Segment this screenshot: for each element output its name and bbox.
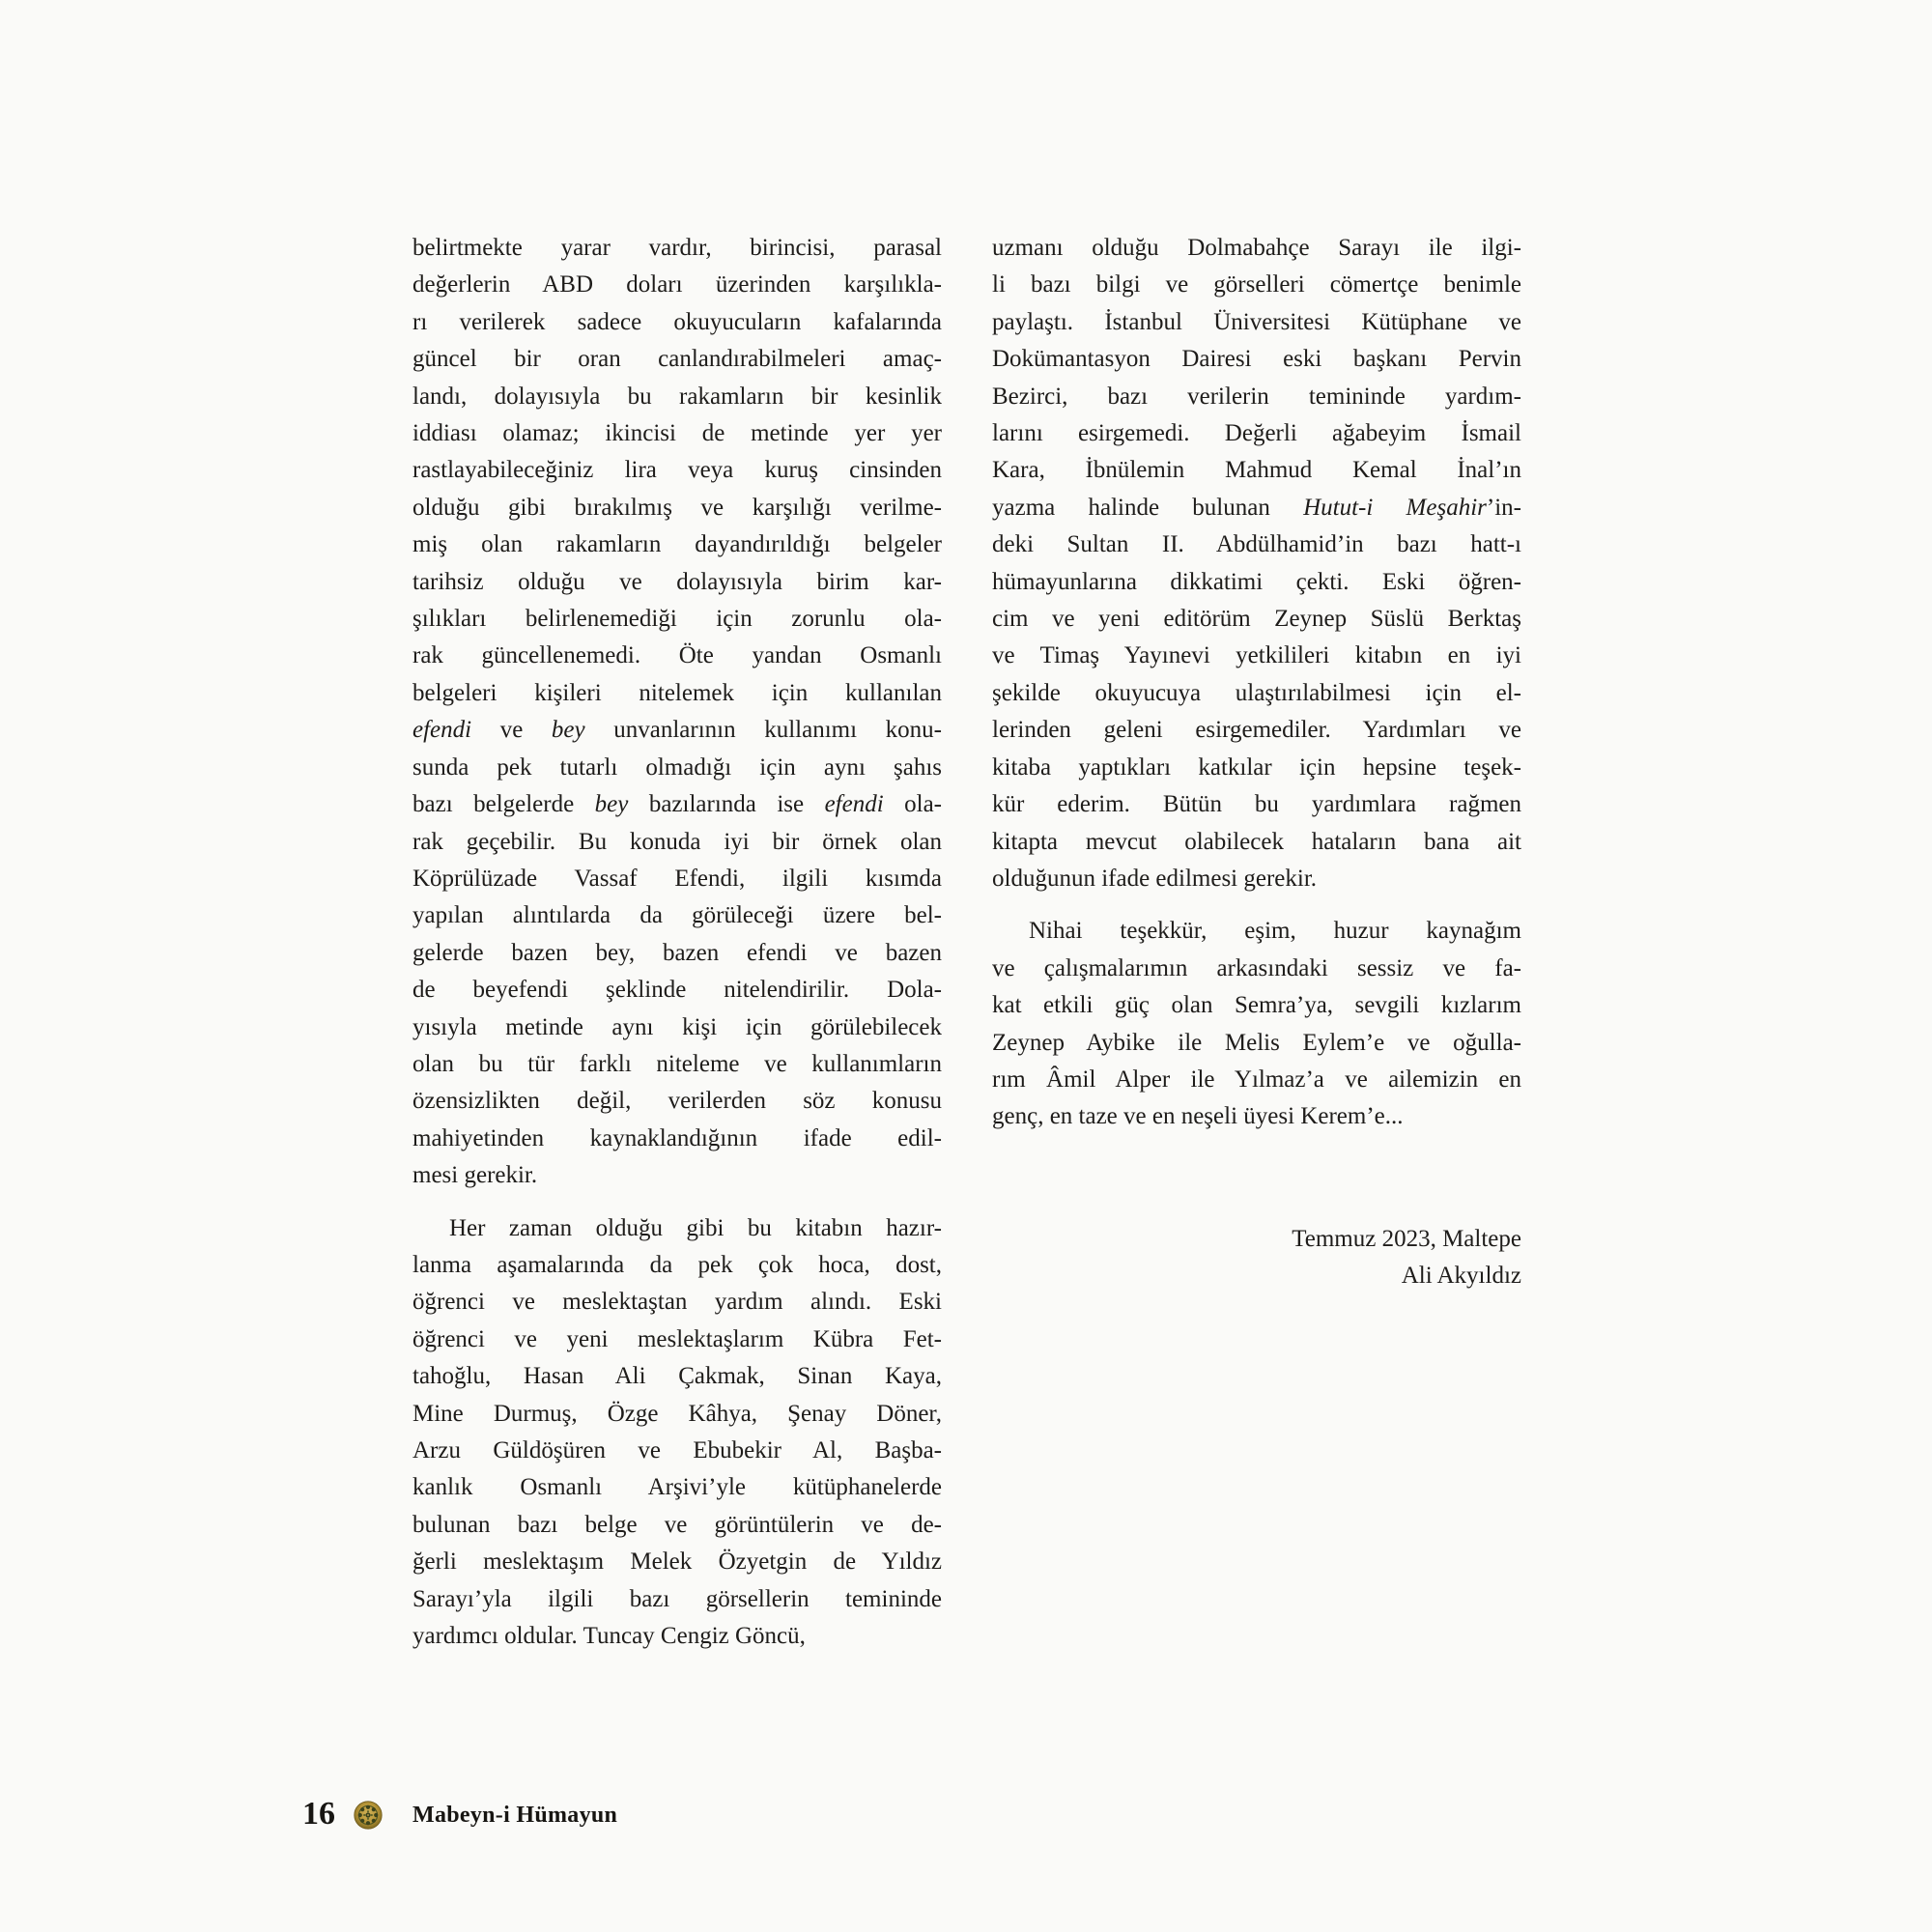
text-line: rı verilerek sadece okuyucuların kafalarında [412, 308, 942, 335]
text-line: rım Âmil Alper ile Yılmaz’a ve ailemizin en [992, 1065, 1521, 1093]
text-line: bazı belgelerde bey bazılarında ise efendi ola- [412, 791, 942, 818]
text-line: özensizlikten değil, verilerden söz konusu [412, 1088, 942, 1115]
paragraph [412, 230, 942, 1195]
text-line: şekilde okuyucuya ulaştırılabilmesi için el- [992, 679, 1521, 706]
column-right [992, 230, 1521, 1295]
signature-block [992, 1221, 1521, 1295]
text-line: kat etkili güç olan Semra’ya, sevgili kızlarım [992, 992, 1521, 1019]
text-line: lanma aşamalarında da pek çok hoca, dost, [412, 1251, 942, 1278]
book-title: Mabeyn-i Hümayun [412, 1803, 618, 1828]
text-line: olan bu tür farklı niteleme ve kullanımların [412, 1050, 942, 1077]
text-line: landı, dolayısıyla bu rakamların bir kesinlik [412, 383, 942, 410]
text-line: belgeleri kişileri nitelemek için kullanılan [412, 679, 942, 706]
text-line: paylaştı. İstanbul Üniversitesi Kütüphane ve [992, 308, 1521, 335]
text-line: öğrenci ve meslektaştan yardım alındı. Eski [412, 1289, 942, 1316]
text-line: mahiyetinden kaynaklandığının ifade edil- [412, 1124, 942, 1151]
text-line: kür ederim. Bütün bu yardımlara rağmen [992, 791, 1521, 818]
text-line: rak geçebilir. Bu konuda iyi bir örnek olan [412, 828, 942, 855]
text-line: değerlerin ABD doları üzerinden karşılıkla- [412, 271, 942, 298]
text-line: öğrenci ve yeni meslektaşlarım Kübra Fet- [412, 1325, 942, 1352]
text-line: ve Timaş Yayınevi yetkilileri kitabın en iyi [992, 642, 1521, 669]
text-line: larını esirgemedi. Değerli ağabeyim İsmail [992, 420, 1521, 447]
text-line: kitapta mevcut olabilecek hataların bana ait [992, 828, 1521, 855]
text-line: yısıyla metinde aynı kişi için görülebilecek [412, 1013, 942, 1040]
text-line: bulunan bazı belge ve görüntülerin ve de- [412, 1511, 942, 1538]
text-line: Kara, İbnülemin Mahmud Kemal İnal’ın [992, 457, 1521, 484]
text-line: tarihsiz olduğu ve dolayısıyla birim kar- [412, 568, 942, 595]
text-line: efendi ve bey unvanlarının kullanımı konu- [412, 717, 942, 744]
text-line: güncel bir oran canlandırabilmeleri amaç- [412, 346, 942, 373]
text-line: Her zaman olduğu gibi bu kitabın hazır- [449, 1214, 942, 1241]
text-line: Sarayı’yla ilgili bazı görsellerin temininde [412, 1585, 942, 1612]
text-line: miş olan rakamların dayandırıldığı belgeler [412, 531, 942, 558]
text-line: uzmanı olduğu Dolmabahçe Sarayı ile ilgi- [992, 235, 1521, 261]
text-line: genç, en taze ve en neşeli üyesi Kerem’e... [992, 1103, 1404, 1130]
signature-line: Ali Akyıldız [1401, 1263, 1521, 1290]
page-number: 16 [302, 1796, 335, 1832]
paragraph [992, 230, 1521, 897]
text-line: de beyefendi şeklinde nitelendirilir. Dola- [412, 977, 942, 1004]
text-line: deki Sultan II. Abdülhamid’in bazı hatt-ı [992, 531, 1521, 558]
text-line: olduğunun ifade edilmesi gerekir. [992, 865, 1318, 892]
signature-line: Temmuz 2023, Maltepe [1292, 1225, 1521, 1252]
text-line: ve çalışmalarımın arkasındaki sessiz ve fa- [992, 954, 1521, 981]
text-line: Arzu Güldöşüren ve Ebubekir Al, Başba- [412, 1437, 942, 1463]
text-line: Zeynep Aybike ile Melis Eylem’e ve oğulla- [992, 1029, 1521, 1056]
paragraph [412, 1210, 942, 1656]
text-line: hümayunlarına dikkatimi çekti. Eski öğren- [992, 568, 1521, 595]
text-line: cim ve yeni editörüm Zeynep Süslü Berktaş [992, 606, 1521, 633]
paragraph [992, 913, 1521, 1135]
text-line: Mine Durmuş, Özge Kâhya, Şenay Döner, [412, 1400, 942, 1427]
text-line: rastlayabileceğiniz lira veya kuruş cinsinden [412, 457, 942, 484]
text-line: tahoğlu, Hasan Ali Çakmak, Sinan Kaya, [412, 1363, 942, 1390]
text-line: Dokümantasyon Dairesi eski başkanı Pervin [992, 346, 1521, 373]
column-left [412, 230, 942, 1655]
text-line: Köprülüzade Vassaf Efendi, ilgili kısımda [412, 865, 942, 892]
text-line: belirtmekte yarar vardır, birincisi, parasal [412, 235, 942, 261]
rosette-ornament-icon [354, 1801, 383, 1830]
text-line: iddiası olamaz; ikincisi de metinde yer yer [412, 420, 942, 447]
page-footer [0, 1789, 1932, 1857]
text-line: kitaba yaptıkları katkılar için hepsine teşek- [992, 753, 1521, 781]
text-line: şılıkları belirlenemediği için zorunlu ola- [412, 606, 942, 633]
text-line: yapılan alıntılarda da görüleceği üzere bel- [412, 902, 942, 929]
text-line: yazma halinde bulunan Hutut-i Meşahir’in- [992, 494, 1521, 521]
text-line: yardımcı oldular. Tuncay Cengiz Göncü, [412, 1623, 806, 1650]
text-line: kanlık Osmanlı Arşivi’yle kütüphanelerde [412, 1474, 942, 1501]
text-line: olduğu gibi bırakılmış ve karşılığı verilme- [412, 494, 942, 521]
text-line: mesi gerekir. [412, 1162, 538, 1189]
text-line: Bezirci, bazı verilerin temininde yardım- [992, 383, 1521, 410]
text-line: lerinden geleni esirgemediler. Yardımları ve [992, 717, 1521, 744]
text-line: ğerli meslektaşım Melek Özyetgin de Yıldız [412, 1548, 942, 1576]
text-line: gelerde bazen bey, bazen efendi ve bazen [412, 939, 942, 966]
text-line: sunda pek tutarlı olmadığı için aynı şahıs [412, 753, 942, 781]
text-line: Nihai teşekkür, eşim, huzur kaynağım [1029, 918, 1521, 945]
text-line: rak güncellenemedi. Öte yandan Osmanlı [412, 642, 942, 669]
text-line: li bazı bilgi ve görselleri cömertçe benimle [992, 271, 1521, 298]
